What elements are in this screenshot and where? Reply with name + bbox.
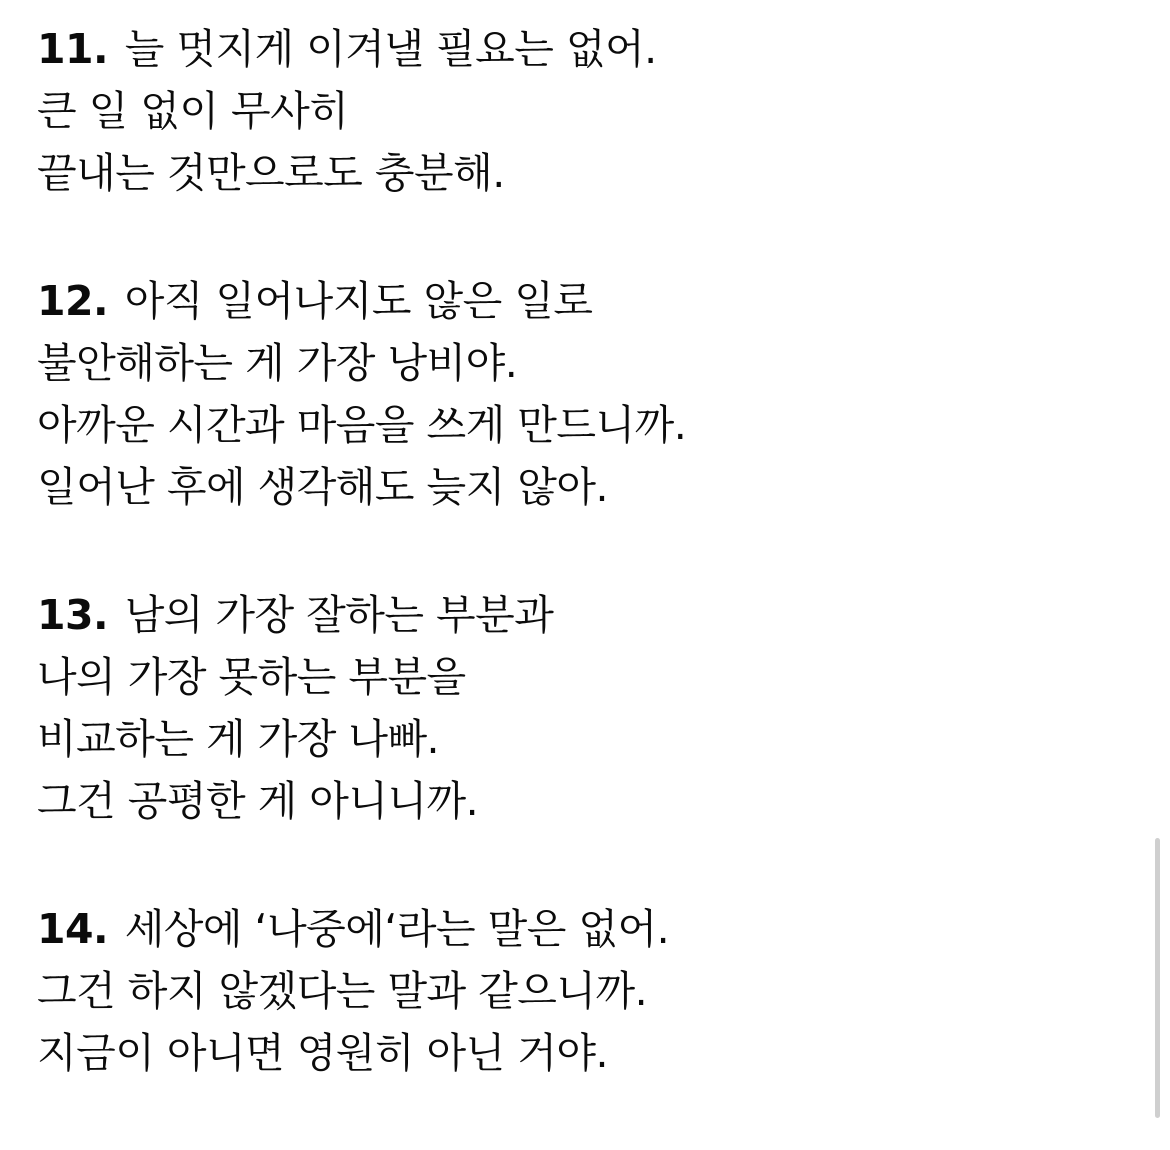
item-line: 그건 하지 않겠다는 말과 같으니까. <box>37 967 648 1015</box>
item-number: 12. <box>37 277 109 325</box>
item-text: 세상에 ‘나중에‘라는 말은 없어. <box>124 905 670 953</box>
item-first-line <box>37 584 1137 646</box>
item-first-line <box>37 270 1137 332</box>
item-12 <box>37 270 1137 518</box>
item-text: 늘 멋지게 이겨낼 필요는 없어. <box>124 25 657 73</box>
item-number: 14. <box>37 905 109 953</box>
item-13 <box>37 584 1137 832</box>
item-line: 아까운 시간과 마음을 쓰게 만드니까. <box>37 401 687 449</box>
item-first-line <box>37 18 1137 80</box>
item-text: 아직 일어나지도 않은 일로 <box>124 277 593 325</box>
item-text: 남의 가장 잘하는 부분과 <box>124 591 554 639</box>
item-first-line <box>37 898 1137 960</box>
item-14 <box>37 898 1137 1084</box>
item-line: 끝내는 것만으로도 충분해. <box>37 149 505 197</box>
item-11 <box>37 18 1137 204</box>
document-body <box>37 18 1137 1150</box>
vertical-scrollbar[interactable] <box>1155 838 1160 1118</box>
item-line: 나의 가장 못하는 부분을 <box>37 653 466 701</box>
item-number: 11. <box>37 25 109 73</box>
item-line: 비교하는 게 가장 나빠. <box>37 715 440 763</box>
item-line: 일어난 후에 생각해도 늦지 않아. <box>37 463 609 511</box>
item-line: 지금이 아니면 영원히 아닌 거야. <box>37 1029 609 1077</box>
item-number: 13. <box>37 591 109 639</box>
item-line: 큰 일 없이 무사히 <box>37 87 349 135</box>
item-line: 그건 공평한 게 아니니까. <box>37 777 479 825</box>
item-line: 불안해하는 게 가장 낭비야. <box>37 339 518 387</box>
